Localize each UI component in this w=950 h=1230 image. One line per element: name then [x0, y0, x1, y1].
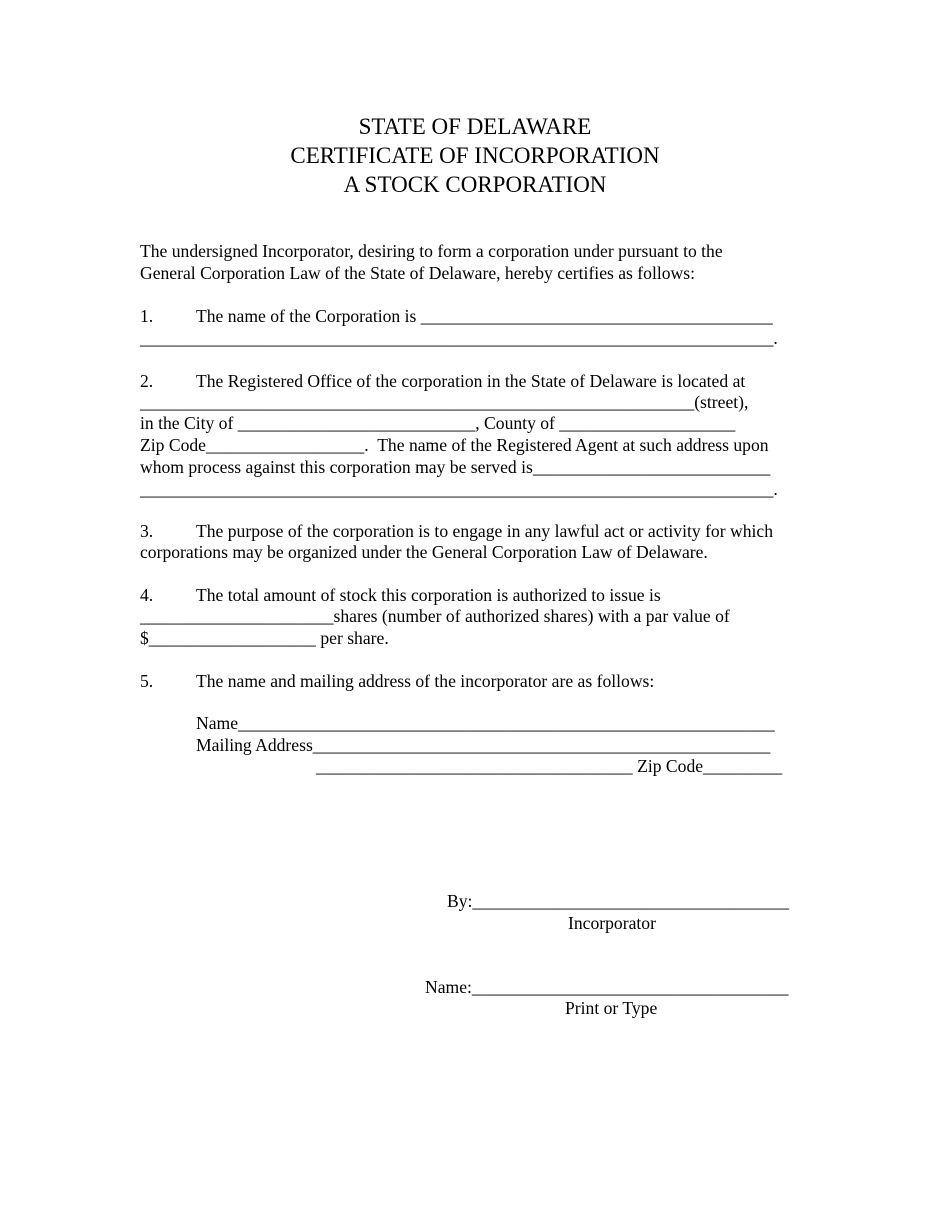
item-1-line-2[interactable]: ________________________________________________________________________.: [140, 328, 778, 348]
signature-by-field[interactable]: By:____________________________________: [447, 891, 790, 911]
incorporator-mailing-address-field[interactable]: Mailing Address____________________________________________________: [196, 735, 771, 755]
item-4-line-1: The total amount of stock this corporation is authorized to issue is: [196, 585, 661, 605]
item-2-agent-field[interactable]: whom process against this corporation may be served is___________________________: [140, 457, 771, 477]
intro-line-2: General Corporation Law of the State of Delaware, hereby certifies as follows:: [140, 263, 695, 283]
item-2-number: 2.: [140, 371, 154, 391]
item-5-line-1: The name and mailing address of the incorporator are as follows:: [196, 671, 655, 691]
title-type: A STOCK CORPORATION: [343, 172, 607, 197]
item-3-number: 3.: [140, 521, 154, 541]
item-2-city-county-field[interactable]: in the City of ___________________________, County of ____________________: [140, 413, 736, 433]
signature-name-field[interactable]: Name:____________________________________: [425, 977, 789, 997]
title-certificate: CERTIFICATE OF INCORPORATION: [290, 143, 660, 168]
item-4-shares-field[interactable]: ______________________shares (number of authorized shares) with a par value of: [140, 606, 730, 626]
signature-by-caption: Incorporator: [568, 913, 656, 933]
item-1-number: 1.: [140, 306, 154, 326]
title-state: STATE OF DELAWARE: [358, 114, 592, 139]
incorporator-name-field[interactable]: Name_____________________________________________________________: [196, 713, 775, 733]
item-4-number: 4.: [140, 585, 154, 605]
item-2-zip-agent-line[interactable]: Zip Code__________________. The name of the Registered Agent at such address upon: [140, 435, 769, 455]
item-2-agent-field-continued[interactable]: ________________________________________________________________________.: [140, 479, 778, 499]
item-5-number: 5.: [140, 671, 154, 691]
incorporator-zip-field[interactable]: ____________________________________ Zip Code_________: [316, 756, 783, 776]
intro-line-1: The undersigned Incorporator, desiring to form a corporation under pursuant to the: [140, 241, 723, 261]
item-4-par-value-field[interactable]: $___________________ per share.: [140, 628, 389, 648]
document-title: [0, 112, 950, 199]
item-1-line-1[interactable]: The name of the Corporation is ________________________________________: [196, 306, 773, 326]
item-2-street-field[interactable]: _______________________________________________________________(street),: [140, 392, 749, 412]
item-3-line-1: The purpose of the corporation is to engage in any lawful act or activity for which: [196, 521, 773, 541]
item-2-line-1: The Registered Office of the corporation in the State of Delaware is located at: [196, 371, 746, 391]
item-3-line-2: corporations may be organized under the General Corporation Law of Delaware.: [140, 542, 708, 562]
signature-name-caption: Print or Type: [565, 998, 658, 1018]
